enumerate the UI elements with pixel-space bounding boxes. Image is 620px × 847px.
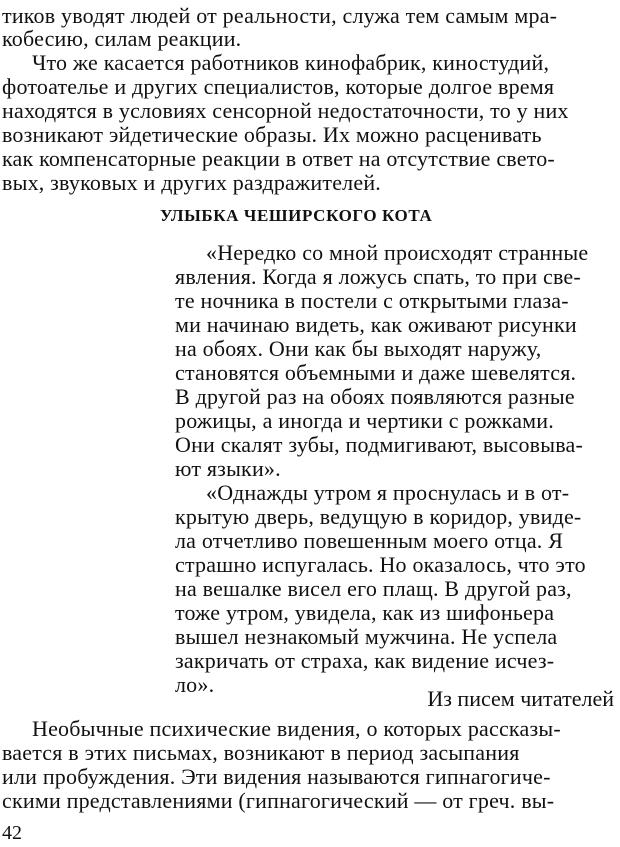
quote-line: на обоях. Они как бы выходят наружу,: [175, 336, 542, 361]
text-line: Что же касается работников кинофабрик, киностудий,: [32, 50, 550, 75]
text-line: находятся в условиях сенсорной недостаточности, то у них: [2, 98, 569, 123]
quote-line: тоже утром, увидела, как из шифоньера: [175, 600, 555, 625]
quote-line: Они скалят зубы, подмигивают, высовыва-: [175, 432, 584, 457]
text-line: Необычные психические видения, о которых рассказы-: [32, 716, 561, 741]
text-line: фотоателье и других специалистов, которые долгое время: [2, 74, 555, 99]
quote-line: ло».: [175, 672, 215, 697]
quote-line: закричать от страха, как видение исчез-: [175, 648, 555, 673]
quote-line: на вешалке висел его плащ. В другой раз,: [175, 576, 572, 601]
quote-line: страшно испугалась. Но оказалось, что это: [175, 552, 586, 577]
quote-line: становятся объемными и даже шевелятся.: [175, 360, 577, 385]
quote-line: крытую дверь, ведущую в коридор, увиде-: [175, 504, 582, 529]
text-line: вается в этих письмах, возникают в период засыпания: [2, 740, 520, 765]
text-line: или пробуждения. Эти видения называются гипнагогиче-: [2, 764, 551, 789]
text-line: вых, звуковых и других раздражителей.: [2, 170, 381, 195]
text-line: тиков уводят людей от реальности, служа тем самым мра-: [2, 3, 558, 28]
text-line: скими представлениями (гипнагогический — от греч. вы-: [2, 788, 555, 813]
quote-line: рожицы, а иногда и чертики с рожками.: [175, 408, 554, 433]
quote-attribution: Из писем читателей: [427, 686, 614, 711]
quote-line: «Нередко со мной происходят странные: [206, 240, 589, 265]
quote-line: ми начинаю видеть, как оживают рисунки: [175, 312, 577, 337]
text-line: кобесию, силам реакции.: [2, 26, 242, 51]
quote-line: В другой раз на обоях появляются разные: [175, 384, 575, 409]
quote-line: явления. Когда я ложусь спать, то при све-: [175, 264, 581, 289]
quote-line: ют языки».: [175, 456, 281, 481]
quote-line: те ночника в постели с открытыми глаза-: [175, 288, 569, 313]
quote-line: ла отчетливо повешенным моего отца. Я: [175, 528, 564, 553]
page-number: 42: [2, 822, 22, 844]
section-title: УЛЫБКА ЧЕШИРСКОГО КОТА: [160, 206, 433, 225]
text-line: возникают эйдетические образы. Их можно расценивать: [2, 122, 542, 147]
quote-line: «Однажды утром я проснулась и в от-: [206, 480, 570, 505]
quote-line: вышел незнакомый мужчина. Не успела: [175, 624, 558, 649]
text-line: как компенсаторные реакции в ответ на отсутствие свето-: [2, 146, 555, 171]
